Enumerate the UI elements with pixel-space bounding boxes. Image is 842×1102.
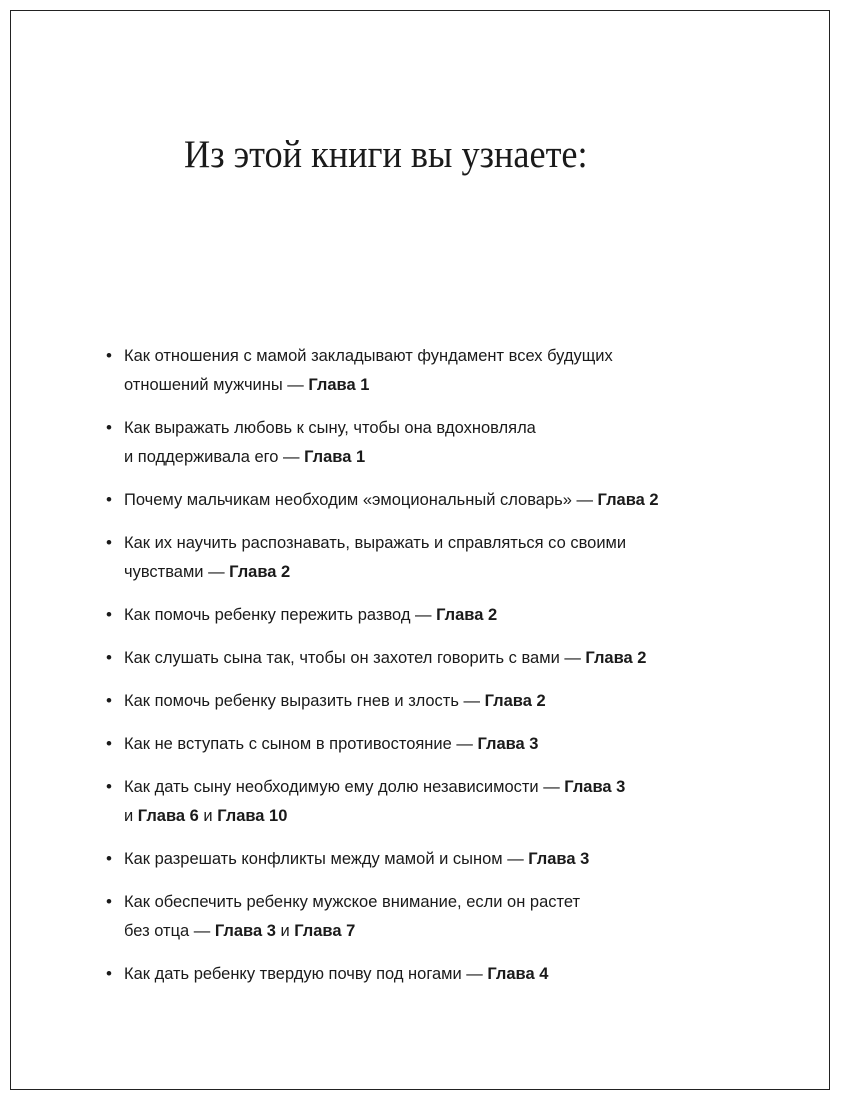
list-item (106, 600, 675, 629)
list-item (106, 887, 675, 945)
item-text: отношений мужчины — (124, 375, 309, 394)
chapter-reference: Глава 2 (436, 605, 498, 624)
list-item (106, 844, 675, 873)
list-item (106, 413, 675, 471)
list-item-line (124, 370, 659, 399)
list-item (106, 485, 675, 514)
list-item (106, 528, 675, 586)
item-text: и (275, 921, 295, 940)
chapter-reference: Глава 2 (229, 562, 291, 581)
list-item-line (124, 341, 659, 370)
item-text: Как отношения с мамой закладывают фундамент всех будущих (124, 346, 613, 365)
item-text: Как дать ребенку твердую почву под ногами — (124, 964, 488, 983)
benefits-list (106, 341, 675, 1002)
page-title: Из этой книги вы узнаете: (184, 133, 588, 176)
list-item (106, 729, 675, 758)
item-text: чувствами — (124, 562, 230, 581)
bullet-icon: • (106, 533, 112, 552)
chapter-reference: Глава 2 (585, 648, 647, 667)
chapter-reference: Глава 4 (487, 964, 549, 983)
item-text: Почему мальчикам необходим «эмоциональный словарь» — (124, 490, 598, 509)
list-item-line (124, 442, 659, 471)
item-text: Как разрешать конфликты между мамой и сыном — (124, 849, 529, 868)
bullet-icon: • (106, 346, 112, 365)
item-text: Как их научить распознавать, выражать и справляться со своими (124, 533, 627, 552)
item-text: и поддерживала его — (124, 447, 305, 466)
bullet-icon: • (106, 964, 112, 983)
chapter-reference: Глава 1 (308, 375, 370, 394)
chapter-reference: Глава 3 (214, 921, 276, 940)
list-item (106, 959, 675, 988)
list-item-line (124, 801, 659, 830)
chapter-reference: Глава 3 (564, 777, 626, 796)
bullet-icon: • (106, 892, 112, 911)
item-text: Как слушать сына так, чтобы он захотел говорить с вами — (124, 648, 586, 667)
item-text: Как обеспечить ребенку мужское внимание, если он растет (124, 892, 581, 911)
list-item-line (124, 729, 659, 758)
chapter-reference: Глава 3 (477, 734, 539, 753)
bullet-icon: • (106, 648, 112, 667)
chapter-reference: Глава 3 (528, 849, 590, 868)
item-text: Как помочь ребенку выразить гнев и злость — (124, 691, 485, 710)
list-item-line (124, 686, 659, 715)
bullet-icon: • (106, 605, 112, 624)
list-item-line (124, 959, 659, 988)
list-item-line (124, 887, 659, 916)
chapter-reference: Глава 1 (304, 447, 366, 466)
bullet-icon: • (106, 691, 112, 710)
list-item-line (124, 643, 659, 672)
item-text: Как выражать любовь к сыну, чтобы она вдохновляла (124, 418, 536, 437)
list-item-line (124, 557, 659, 586)
chapter-reference: Глава 10 (217, 806, 288, 825)
list-item-line (124, 485, 659, 514)
list-item (106, 643, 675, 672)
chapter-reference: Глава 2 (597, 490, 659, 509)
chapter-reference: Глава 2 (484, 691, 546, 710)
bullet-icon: • (106, 734, 112, 753)
bullet-icon: • (106, 418, 112, 437)
list-item (106, 772, 675, 830)
list-item-line (124, 413, 659, 442)
bullet-icon: • (106, 849, 112, 868)
list-item-line (124, 916, 659, 945)
item-text: и (124, 806, 138, 825)
item-text: без отца — (124, 921, 215, 940)
bullet-icon: • (106, 777, 112, 796)
list-item-line (124, 600, 659, 629)
chapter-reference: Глава 7 (294, 921, 356, 940)
bullet-icon: • (106, 490, 112, 509)
list-item (106, 686, 675, 715)
list-item (106, 341, 675, 399)
list-item-line (124, 772, 659, 801)
list-item-line (124, 528, 659, 557)
item-text: Как помочь ребенку пережить развод — (124, 605, 437, 624)
chapter-reference: Глава 6 (137, 806, 199, 825)
item-text: Как не вступать с сыном в противостояние — (124, 734, 478, 753)
item-text: Как дать сыну необходимую ему долю независимости — (124, 777, 565, 796)
list-item-line (124, 844, 659, 873)
item-text: и (198, 806, 218, 825)
